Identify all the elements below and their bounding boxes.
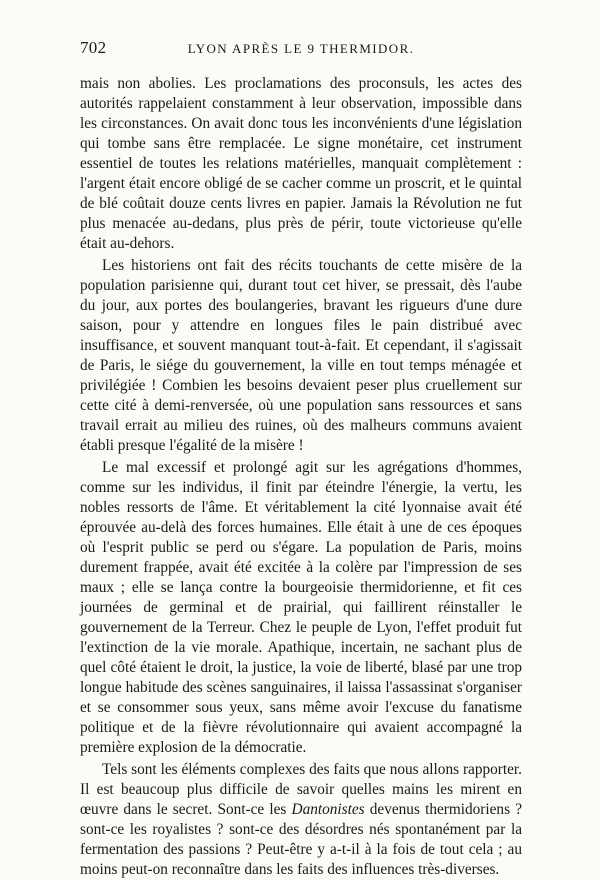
page-number: 702: [80, 38, 107, 57]
paragraph-3-text: Le mal excessif et prolongé agit sur les agrégations d'hommes, comme sur les individus, il finit par éteindre l'énergie, la vertu, les nobles ressorts de l'âme. Et véritablement la cité lyonnaise avait été éprouvée au-delà des forces humaines. Elle était à une de ces époques où l'esprit public se perd ou s'égare. La population de Paris, moins durement frappée, avait été excitée à la colère par l'impression de ses maux ; elle se lança contre la bourgeoisie thermidorienne, et fit ces journées de germinal et de prairial, qui faillirent réinstaller le gouvernement de la Terreur. Chez le peuple de Lyon, l'effet produit fut l'extinction de la vie morale. Apathique, incertain, ne sachant plus de quel côté étaient le droit, la justice, la voie de liberté, blasé par une trop longue habitude des scènes sanguinaires, il laissa l'assassinat s'organiser et se consommer sous yeux, sans même avoir l'excuse du fanatisme politique et de la fièvre révolutionnaire qui avaient accompagné la première explosion de la démocratie.: [80, 459, 522, 756]
paragraph-3: [80, 458, 522, 758]
body-text: [80, 74, 522, 880]
paragraph-4-text-end: devenus thermidoriens ? sont-ce les royalistes ? sont-ce des désordres nés spontanément par la fermentation des passions ? Peut-être y a-t-il à la fois de tout cela ; au moins peut-on reconnaître dans les faits des influences très-diverses.: [80, 801, 522, 878]
paragraph-1-text: mais non abolies. Les proclamations des proconsuls, les actes des autorités rappelaient constamment à leur observation, impossible dans les circonstances. On avait donc tous les inconvénients d'une législation qui tombe sans être remplacée. Le signe monétaire, cet instrument essentiel de toutes les relations matérielles, manquait complètement : l'argent était encore obligé de se cacher comme un proscrit, et le quintal de blé coûtait douze cents livres en papier. Jamais la Révolution ne fut plus menacée au-dedans, plus près de périr, toute victorieuse qu'elle était au-dehors.: [80, 75, 522, 252]
italic-term: Dantonistes: [291, 801, 365, 818]
paragraph-2-text: Les historiens ont fait des récits touchants de cette misère de la population parisienne qui, durant tout cet hiver, se pressait, dès l'aube du jour, aux portes des boulangeries, bravant les rigueurs d'une dure saison, pour y attendre en longues files le pain distribué avec insuffisance, et souvent manquant tout-à-fait. Et cependant, il s'agissait de Paris, le siége du gouvernement, la ville en tout temps ménagée et privilégiée ! Combien les besoins devaient peser plus cruellement sur cette cité à demi-renversée, où une population sans ressources et sans travail errait au milieu des ruines, où des malheurs communs avaient établi presque l'égalité de la misère !: [80, 257, 522, 454]
paragraph-4: [80, 760, 522, 880]
paragraph-4-text-start: Tels sont les éléments complexes des faits que nous allons rapporter. Il est beaucoup plus difficile de savoir quelles mains les mirent en œuvre dans le secret. Sont-ce les: [80, 761, 522, 818]
page-header: [80, 38, 522, 62]
paragraph-2: [80, 256, 522, 456]
running-title: LYON APRÈS LE 9 THERMIDOR.: [187, 41, 415, 56]
paragraph-1: [80, 74, 522, 254]
